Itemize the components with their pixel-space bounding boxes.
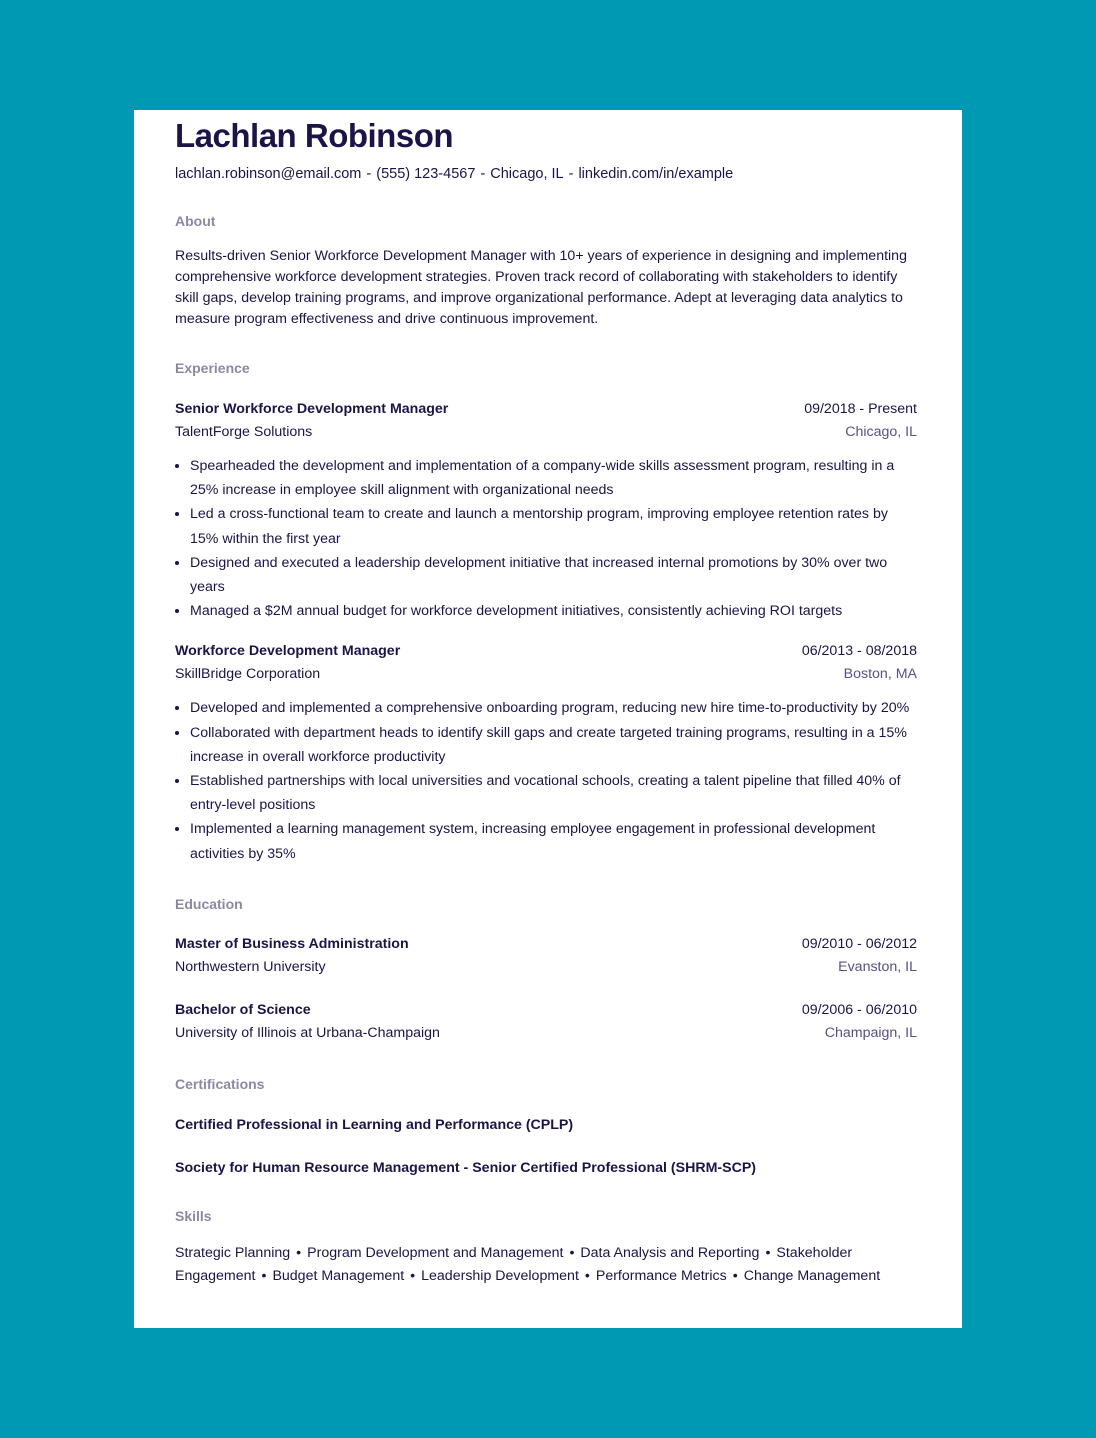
- education-school: Northwestern University: [175, 958, 326, 975]
- job-bullets: [175, 454, 917, 623]
- skill-item: Stakeholder Engagement: [175, 1244, 853, 1285]
- skill-item: Change Management: [743, 1268, 881, 1285]
- education-degree: Master of Business Administration: [175, 935, 409, 952]
- contact-separator: -: [568, 166, 574, 182]
- skill-separator: •: [732, 1268, 738, 1285]
- job-location: Chicago, IL: [845, 424, 917, 440]
- candidate-name: Lachlan Robinson: [175, 117, 454, 154]
- section-title-education: Education: [175, 895, 243, 912]
- job-bullets: [175, 696, 917, 865]
- skill-item: Data Analysis and Reporting: [580, 1244, 760, 1261]
- contact-location: Chicago, IL: [490, 166, 564, 182]
- section-title-about: About: [175, 213, 216, 229]
- education-degree: Bachelor of Science: [175, 1001, 311, 1018]
- skills-list: [175, 1242, 917, 1289]
- contact-line: [175, 164, 917, 184]
- skill-item: Program Development and Management: [307, 1244, 564, 1261]
- job-bullet: • Established partnerships with local universities and vocational schools, creating a talent pipeline that filled 40% of entry-level positions: [190, 769, 917, 817]
- skill-separator: •: [296, 1244, 302, 1261]
- skill-item: Budget Management: [272, 1268, 405, 1285]
- job-role: Senior Workforce Development Manager: [175, 401, 449, 417]
- job-company: TalentForge Solutions: [175, 424, 313, 440]
- job-company: SkillBridge Corporation: [175, 666, 321, 683]
- contact-phone: (555) 123-4567: [376, 166, 476, 182]
- education-entry: [175, 999, 917, 1045]
- job-bullet: • Led a cross-functional team to create and launch a mentorship program, improving employee retention rates by 15% within the first year: [190, 502, 917, 550]
- skill-item: Performance Metrics: [595, 1268, 727, 1285]
- experience-entry: [175, 640, 917, 865]
- job-dates: 06/2013 - 08/2018: [801, 643, 917, 660]
- education-dates: 09/2006 - 06/2010: [801, 1001, 917, 1018]
- education-school: University of Illinois at Urbana-Champaign: [175, 1024, 440, 1041]
- education-dates: 09/2010 - 06/2012: [801, 935, 917, 952]
- skill-separator: •: [765, 1244, 771, 1261]
- certification-item: Certified Professional in Learning and Performance (CPLP): [175, 1116, 574, 1133]
- resume-page: [134, 110, 962, 1328]
- skill-separator: •: [261, 1268, 267, 1285]
- education-entry: [175, 933, 917, 979]
- job-bullet: • Managed a $2M annual budget for workforce development initiatives, consistently achieving ROI targets: [190, 599, 917, 623]
- job-bullet: • Developed and implemented a comprehensive onboarding program, reducing new hire time-to-productivity by 20%: [190, 696, 917, 720]
- job-bullet: • Implemented a learning management system, increasing employee engagement in professional development activities by 35%: [190, 817, 917, 865]
- job-dates: 09/2018 - Present: [804, 401, 917, 417]
- job-bullet: • Spearheaded the development and implementation of a company-wide skills assessment program, resulting in a 25% increase in employee skill alignment with organizational needs: [190, 454, 917, 502]
- experience-entry: [175, 398, 917, 623]
- job-location: Boston, MA: [843, 666, 917, 683]
- about-text: Results-driven Senior Workforce Development Manager with 10+ years of experience in designing and implementing comprehensive workforce development strategies. Proven track record of collaborating with stakeholders to identify skill gaps, develop training programs, and improve organizational performance. Adept at leveraging data analytics to measure program effectiveness and drive continuous improvement.: [175, 248, 907, 327]
- skill-separator: •: [410, 1268, 416, 1285]
- job-bullet: • Designed and executed a leadership development initiative that increased internal promotions by 30% over two years: [190, 551, 917, 599]
- contact-separator: -: [366, 166, 372, 182]
- contact-email: lachlan.robinson@email.com: [175, 166, 362, 182]
- skill-separator: •: [584, 1268, 590, 1285]
- contact-separator: -: [480, 166, 486, 182]
- job-role: Workforce Development Manager: [175, 643, 401, 660]
- education-location: Evanston, IL: [838, 958, 917, 975]
- skill-item: Leadership Development: [421, 1268, 579, 1285]
- section-title-experience: Experience: [175, 360, 250, 376]
- certification-item: Society for Human Resource Management - Senior Certified Professional (SHRM-SCP): [175, 1159, 757, 1176]
- section-title-skills: Skills: [175, 1207, 212, 1224]
- job-bullet: • Collaborated with department heads to identify skill gaps and create targeted training programs, resulting in a 15% increase in overall workforce productivity: [190, 721, 917, 769]
- contact-linkedin: linkedin.com/in/example: [578, 166, 734, 182]
- skill-separator: •: [569, 1244, 575, 1261]
- section-title-certifications: Certifications: [175, 1075, 265, 1092]
- education-location: Champaign, IL: [824, 1024, 917, 1041]
- skill-item: Strategic Planning: [175, 1244, 291, 1261]
